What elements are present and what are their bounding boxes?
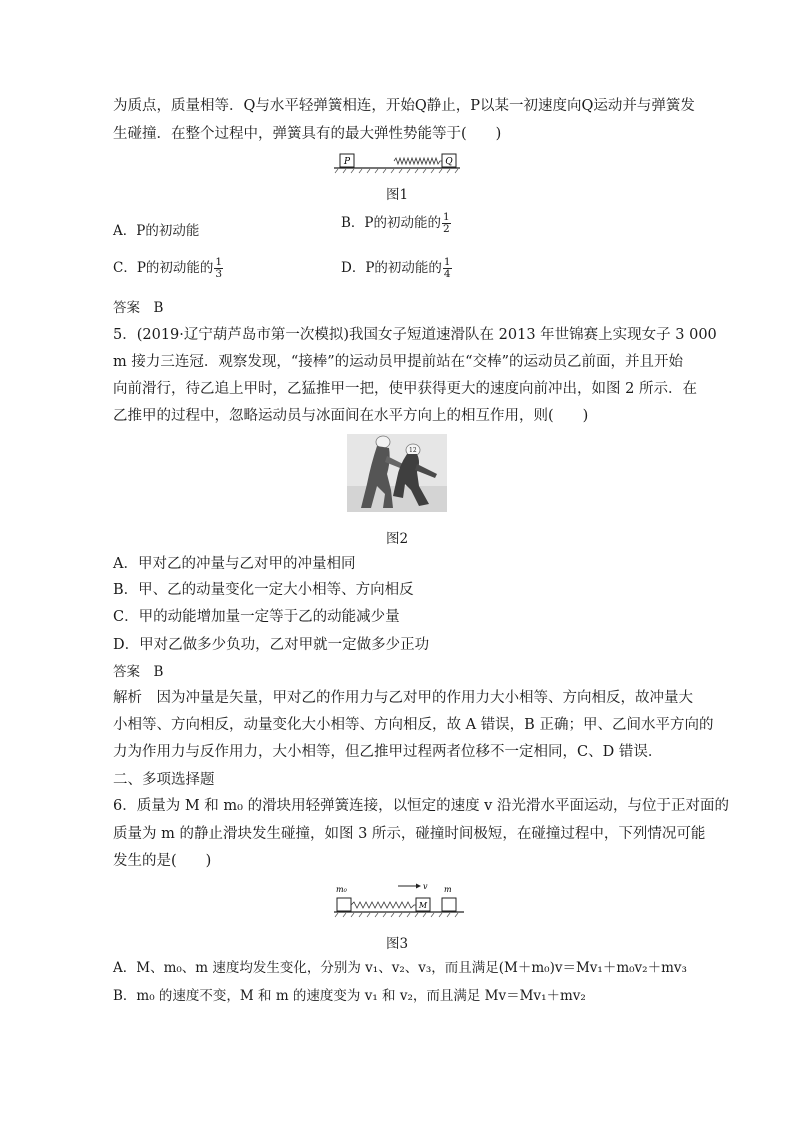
figure-3-caption: 图3 <box>386 936 409 952</box>
spring <box>394 158 442 164</box>
q6-option-b: B．m₀ 的速度不变，M 和 m 的速度变为 v₁ 和 v₂，而且满足 Mv＝Mv₁＋mv₂ <box>113 988 586 1004</box>
q5-text-line-4: 乙推甲的过程中，忽略运动员与冰面间在水平方向上的相互作用，则( ) <box>113 408 589 424</box>
fraction-one-third: $\frac{1}{3}$ <box>215 256 223 280</box>
q6-text-line-3: 发生的是( ) <box>113 853 212 869</box>
figure-3-diagram <box>332 878 466 920</box>
q5-option-c: C．甲的动能增加量一定等于乙的动能减少量 <box>113 609 400 625</box>
figure-2-caption: 图2 <box>386 531 409 547</box>
section-heading-multiple-choice: 二、多项选择题 <box>113 772 215 788</box>
q6-text-line-2: 质量为 m 的静止滑块发生碰撞，如图 3 所示，碰撞时间极短，在碰撞过程中，下列情况可能 <box>113 826 706 842</box>
fraction-one-half: $\frac{1}{2}$ <box>443 211 450 235</box>
q6-option-a: A．M、m₀、m 速度均发生变化，分别为 v₁、v₂、v₃，而且满足(M＋m₀)v＝Mv₁＋m₀v₂＋mv₃ <box>113 960 687 976</box>
q4-option-b <box>341 211 451 235</box>
label-small-m: m <box>444 885 452 894</box>
q5-answer: 答案 B <box>113 664 164 680</box>
q5-option-a: A．甲对乙的冲量与乙对甲的冲量相同 <box>113 556 356 572</box>
q5-analysis-line-3: 力为作用力与反作用力，大小相等，但乙推甲过程两者位移不一定相同，C、D 错误． <box>113 744 663 760</box>
block-q-label: Q <box>445 157 453 167</box>
q5-analysis-line-2: 小相等、方向相反，动量变化大小相等、方向相反，故 A 错误，B 正确；甲、乙间水平方向的 <box>113 717 714 733</box>
spring-3 <box>351 902 416 908</box>
q4-option-c-text: C．P的初动能的 <box>113 260 214 276</box>
label-v: v <box>423 882 428 891</box>
q4-option-a: A．P的初动能 <box>113 223 200 239</box>
q4-text-line-1: 为质点，质量相等．Q与水平轻弹簧相连，开始Q静止，P以某一初速度向Q运动并与弹簧发 <box>113 98 695 114</box>
q4-text-line-2: 生碰撞．在整个过程中，弹簧具有的最大弹性势能等于( ) <box>113 126 502 142</box>
q4-option-d <box>341 256 452 280</box>
q5-option-d: D．甲对乙做多少负功，乙对甲就一定做多少正功 <box>113 637 430 653</box>
block-m0 <box>337 898 351 911</box>
q5-analysis-line-1: 解析 因为冲量是矢量，甲对乙的作用力与乙对甲的作用力大小相等、方向相反，故冲量大 <box>113 690 693 706</box>
label-m0: m₀ <box>336 885 347 894</box>
q4-option-c <box>113 256 223 280</box>
fraction-one-quarter: $\frac{1}{4}$ <box>443 256 451 280</box>
block-p-label: P <box>343 157 351 167</box>
q4-option-b-text: B．P的初动能的 <box>341 215 442 231</box>
figure-1-diagram <box>332 148 462 174</box>
q5-option-b: B．甲、乙的动量变化一定大小相等、方向相反 <box>113 582 414 598</box>
figure-1-caption: 图1 <box>386 187 409 203</box>
q5-text-line-1: 5．(2019·辽宁葫芦岛市第一次模拟)我国女子短道速滑队在 2013 年世锦赛上实现女子 3 000 <box>113 327 717 343</box>
label-big-m: M <box>418 901 428 910</box>
q5-text-line-3: 向前滑行，待乙追上甲时，乙猛推甲一把，使甲获得更大的速度向前冲出，如图 2 所示．在 <box>113 381 697 397</box>
q5-text-line-2: m 接力三连冠．观察发现，“接棒”的运动员甲提前站在“交棒”的运动员乙前面，并且开始 <box>113 354 684 370</box>
block-small-m <box>442 898 456 911</box>
svg-text:12: 12 <box>409 447 417 454</box>
q6-text-line-1: 6．质量为 M 和 m₀ 的滑块用轻弹簧连接，以恒定的速度 v 沿光滑水平面运动，与位于正对面的 <box>113 798 729 814</box>
figure-2-skaters-photo <box>347 434 447 512</box>
q4-option-d-text: D．P的初动能的 <box>341 260 442 276</box>
q4-answer: 答案 B <box>113 300 164 316</box>
